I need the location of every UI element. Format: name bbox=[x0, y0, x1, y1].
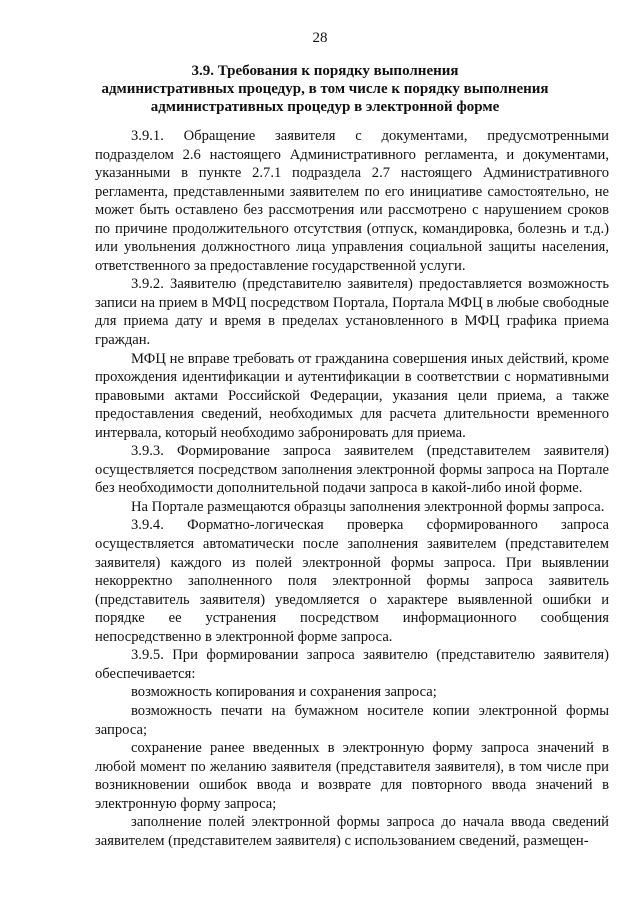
list-item-copy-save: возможность копирования и сохранения запроса; bbox=[131, 684, 437, 701]
section-heading bbox=[60, 62, 590, 116]
section-heading-line-1: 3.9. Требования к порядку выполнения bbox=[191, 63, 459, 79]
list-item-save-values: сохранение ранее введенных в электронную форму запроса значений в любой момент по желанию заявителя (представителя заявителя), в том числе при возникновении ошибок ввода и возврате для повторного ввода значений в электронную форму запроса; bbox=[95, 740, 609, 812]
paragraph-portal-samples: На Портале размещаются образцы заполнения электронной формы запроса. bbox=[131, 498, 605, 515]
list-item-print: возможность печати на бумажном носителе копии электронной формы запроса; bbox=[95, 702, 609, 738]
paragraph-3-9-5: 3.9.5. При формировании запроса заявителю (представителю заявителя) обеспечивается: bbox=[95, 647, 609, 682]
section-heading-line-2: административных процедур, в том числе к порядку выполнения bbox=[101, 81, 549, 97]
paragraph-3-9-1: 3.9.1. Обращение заявителя с документами, предусмотренными подразделом 2.6 настоящего Административного регламента, и документами, указанными в пункте 2.7.1 подраздела 2.7 настоящего Административного регламента, представленными заявителем по его инициативе самостоятельно, не может быть оставлено без рассмотрения или рассмотрено с нарушением сроков по причине продолжительного отсутствия (отпуск, командировка, болезнь и т.д.) или увольнения должностного лица управления социальной защиты населения, ответственного за предоставление государственной услуги. bbox=[95, 128, 609, 274]
paragraph-3-9-3: 3.9.3. Формирование запроса заявителем (представителем заявителя) осуществляется посредством заполнения электронной формы запроса на Портале без необходимости дополнительной подачи запроса в какой-либо иной форме. bbox=[95, 443, 609, 497]
page-number: 28 bbox=[312, 30, 328, 46]
list-item-prefill: заполнение полей электронной формы запроса до начала ввода сведений заявителем (представителем заявителя) с использованием сведений, размещен- bbox=[95, 814, 609, 849]
section-heading-line-3: административных процедур в электронной форме bbox=[150, 99, 500, 115]
paragraph-3-9-2: 3.9.2. Заявителю (представителю заявителя) предоставляется возможность записи на прием в МФЦ посредством Портала, Портала МФЦ в любые свободные для приема дату и время в пределах установленного в МФЦ графика приема граждан. bbox=[95, 276, 609, 349]
document-body bbox=[95, 127, 609, 850]
paragraph-3-9-4: 3.9.4. Форматно-логическая проверка сформированного запроса осуществляется автоматически после заполнения заявителем (представителем заявителя) каждого из полей электронной формы запроса. При выявлении некорректно заполненного поля электронной формы запроса заявитель (представитель заявителя) уведомляется о характере выявленной ошибки и порядке ее устранения посредством информационного сообщения непосредственно в электронной форме запроса. bbox=[95, 517, 609, 645]
paragraph-mfc-restrictions: МФЦ не вправе требовать от гражданина совершения иных действий, кроме прохождения идентификации и аутентификации в соответствии с нормативными правовыми актами Российской Федерации, указания цели приема, а также предоставления сведений, необходимых для расчета длительности временного интервала, который необходимо забронировать для приема. bbox=[95, 350, 609, 441]
